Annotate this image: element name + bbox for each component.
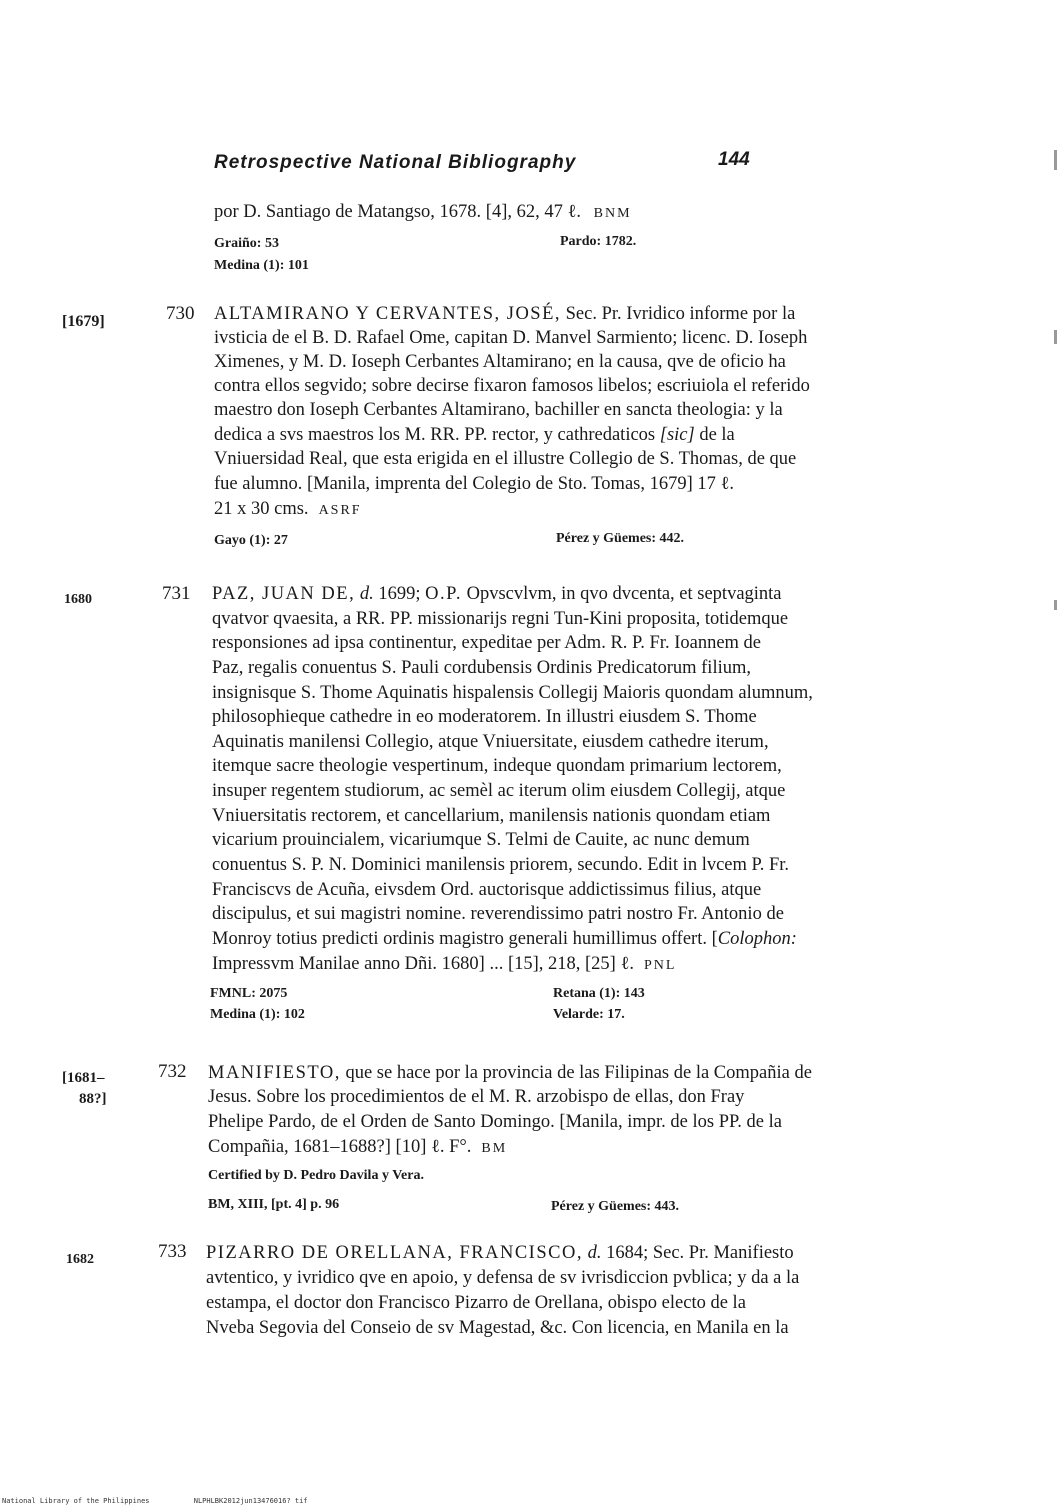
footer-source: National Library of the Philippines [2,1497,150,1505]
entry-line: Monroy totius predicti ordinis magistro generali humillimus offert. [Colophon: [212,929,797,949]
entry-line: Vniuersidad Real, que esta erigida en el illustre Collegio de S. Thomas, de que [214,449,797,469]
entry-line: itemque sacre theologie vespertinum, indeque quondam primarium lectorem, [212,756,782,776]
entry-note: Certified by D. Pedro Davila y Vera. [208,1168,424,1183]
entry-line: philosophieque cathedre in eo moderatorem. In illustri eiusdem S. Thome [212,707,757,727]
entry-line: fue alumno. [Manila, imprenta del Colegio de Sto. Tomas, 1679] 17 ℓ. [214,474,734,494]
entry-library: BM [481,1141,508,1156]
entry-line: Compañia, 1681–1688?] [10] ℓ. F°. BM [208,1137,508,1157]
entry-author: ALTAMIRANO Y CERVANTES, JOSÉ, [214,304,562,324]
entry-number: 730 [166,303,195,324]
entry-line: ivsticia de el B. D. Rafael Ome, capitan D. Manvel Sarmiento; licenc. D. Ioseph [214,328,808,348]
entry-line: 21 x 30 cms. ASRF [214,499,362,519]
scan-edge-mark [1054,330,1057,344]
page-number: 144 [718,149,750,170]
continuation-library: BNM [593,206,632,221]
entry-ref: Retana (1): 143 [553,986,645,1001]
entry-library: ASRF [318,503,362,518]
entry-ref: Medina (1): 102 [210,1007,305,1022]
entry-line: responsiones ad ipsa continentur, expeditae per Adm. R. P. Fr. Ioannem de [212,633,762,653]
entry-ref: Gayo (1): 27 [214,533,288,548]
entry-ref: FMNL: 2075 [210,986,288,1001]
entry-line: PAZ, JUAN DE, d. 1699; O.P. Opvscvlvm, in qvo dvcenta, et septvaginta [212,584,782,604]
continuation-ref: Medina (1): 101 [214,258,309,273]
entry-line: maestro don Ioseph Cerbantes Altamirano, bachiller en sancta theologia: y la [214,400,783,420]
entry-library: PNL [643,958,677,973]
entry-line: Phelipe Pardo, de el Orden de Santo Domingo. [Manila, impr. de los PP. de la [208,1112,782,1132]
continuation-ref: Pardo: 1782. [560,234,637,249]
entry-number: 732 [158,1061,187,1082]
scan-edge-mark [1054,600,1057,610]
entry-line: insuper regentem studiorum, ac semèl ac iterum olim eiusdem Collegij, atque [212,781,786,801]
entry-line: conuentus S. P. N. Dominici manilensis priorem, secundo. Edit in lvcem P. Fr. [212,855,790,875]
entry-year: 88?] [79,1091,107,1107]
scan-footer [2,1497,348,1505]
entry-line: Aquinatis manilensi Collegio, atque Vniuersitate, eiusdem cathedre iterum, [212,732,769,752]
entry-line: estampa, el doctor don Francisco Pizarro de Orellana, obispo electo de la [206,1293,746,1313]
entry-ref: Velarde: 17. [553,1007,625,1022]
running-header-title: Retrospective National Bibliography [214,152,577,173]
entry-line: Nveba Segovia del Conseio de sv Magestad, &c. Con licencia, en Manila en la [206,1318,789,1338]
entry-ref: Pérez y Güemes: 443. [551,1199,680,1214]
continuation-text: por D. Santiago de Matangso, 1678. [4], 62, 47 ℓ. [214,202,581,222]
entry-year: [1679] [62,313,105,330]
entry-line: Ximenes, y M. D. Ioseph Cerbantes Altamirano; en la causa, qve de oficio ha [214,352,786,372]
entry-ref: BM, XIII, [pt. 4] p. 96 [208,1197,340,1212]
entry-author: MANIFIESTO, [208,1063,341,1083]
sic-note: [sic] [659,425,695,445]
footer-file: NLPHLBK2012jun13476016? tif [193,1497,308,1505]
entry-number: 731 [162,583,191,604]
entry-author: PAZ, JUAN DE, [212,584,356,604]
entry-line: qvatvor qvaesita, a RR. PP. missionarijs regni Tun-Kini proposita, totidemque [212,609,789,629]
entry-ref: Pérez y Güemes: 442. [556,531,685,546]
entry-line: ALTAMIRANO Y CERVANTES, JOSÉ, Sec. Pr. Ivridico informe por la [214,304,796,324]
entry-year: [1681– [62,1070,105,1086]
entry-line: contra ellos segvido; sobre decirse fixaron famosos libelos; escriuiola el referido [214,376,810,396]
entry-line: Impressvm Manilae anno Dñi. 1680] ... [15], 218, [25] ℓ. PNL [212,954,677,974]
entry-line: vicarium prouincialem, vicariumque S. Telmi de Cauite, ac nunc demum [212,830,750,850]
entry-author: PIZARRO DE ORELLANA, FRANCISCO, [206,1243,583,1263]
continuation-line [214,202,632,223]
entry-line: discipulus, et sui magistri nomine. reverendissimo patri nostro Fr. Antonio de [212,904,784,924]
entry-line: insignisque S. Thome Aquinatis hispalensis Collegij Maioris quondam alumnum, [212,683,813,703]
continuation-ref: Graiño: 53 [214,236,279,251]
entry-line: Franciscvs de Acuña, eivsdem Ord. auctorisque addictissimus filius, atque [212,880,762,900]
entry-year: 1680 [64,592,92,607]
entry-year: 1682 [66,1252,94,1267]
entry-line: avtentico, y ivridico qve en apoio, y defensa de sv ivrisdiccion pvblica; y da a la [206,1268,800,1288]
entry-line: MANIFIESTO, que se hace por la provincia de las Filipinas de la Compañia de [208,1063,812,1083]
entry-line: Vniuersitatis rectorem, et cancellarium, manilensis nationis quondam etiam [212,806,771,826]
entry-line: Jesus. Sobre los procedimientos de el M. R. arzobispo de ellas, don Fray [208,1087,745,1107]
entry-line: Paz, regalis conuentus S. Pauli cordubensis Ordinis Predicatorum filium, [212,658,751,678]
entry-number: 733 [158,1241,187,1262]
colophon-label: Colophon: [717,929,797,949]
entry-line: dedica a svs maestros los M. RR. PP. rector, y cathredaticos [sic] de la [214,425,735,445]
entry-line: PIZARRO DE ORELLANA, FRANCISCO, d. 1684; Sec. Pr. Manifiesto [206,1243,794,1263]
scan-edge-mark [1054,150,1057,170]
